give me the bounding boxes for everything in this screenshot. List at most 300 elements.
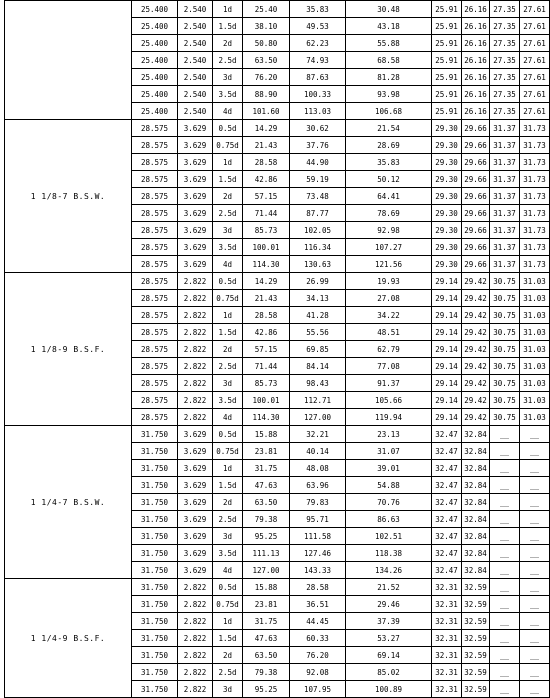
pitch-cell: 3.629: [178, 562, 213, 579]
max-diameter-b-cell: 31.03: [520, 290, 550, 307]
pitch-cell: 2.822: [178, 596, 213, 613]
length-factor-cell: 1.5d: [213, 324, 243, 341]
min-diameter-a-cell: 29.14: [432, 392, 462, 409]
min-diameter-b-cell: __: [490, 664, 520, 681]
max-diameter-a-cell: 29.42: [462, 341, 490, 358]
min-diameter-b-cell: 31.37: [490, 256, 520, 273]
pitch-cell: 2.540: [178, 103, 213, 120]
min-diameter-a-cell: 29.14: [432, 324, 462, 341]
thread-length-cell: 91.37: [346, 375, 432, 392]
length-factor-cell: 3.5d: [213, 239, 243, 256]
length-cell: 88.90: [243, 86, 290, 103]
thread-length-cell: 86.63: [346, 511, 432, 528]
total-length-cell: 87.77: [290, 205, 346, 222]
thread-length-cell: 37.39: [346, 613, 432, 630]
pitch-cell: 3.629: [178, 137, 213, 154]
total-length-cell: 107.95: [290, 681, 346, 698]
length-cell: 127.00: [243, 562, 290, 579]
length-factor-cell: 0.75d: [213, 290, 243, 307]
length-factor-cell: 3d: [213, 222, 243, 239]
pitch-cell: 3.629: [178, 545, 213, 562]
total-length-cell: 44.45: [290, 613, 346, 630]
thread-length-cell: 68.58: [346, 52, 432, 69]
length-cell: 23.81: [243, 596, 290, 613]
min-diameter-b-cell: 30.75: [490, 392, 520, 409]
length-factor-cell: 1.5d: [213, 18, 243, 35]
min-diameter-b-cell: 30.75: [490, 324, 520, 341]
max-diameter-a-cell: 26.16: [462, 1, 490, 18]
thread-length-cell: 53.27: [346, 630, 432, 647]
length-cell: 28.58: [243, 154, 290, 171]
total-length-cell: 112.71: [290, 392, 346, 409]
major-diameter-cell: 28.575: [132, 375, 178, 392]
min-diameter-a-cell: 32.47: [432, 460, 462, 477]
major-diameter-cell: 31.750: [132, 477, 178, 494]
min-diameter-b-cell: __: [490, 545, 520, 562]
length-factor-cell: 1d: [213, 307, 243, 324]
max-diameter-b-cell: __: [520, 443, 550, 460]
max-diameter-b-cell: __: [520, 494, 550, 511]
length-cell: 23.81: [243, 443, 290, 460]
max-diameter-a-cell: 29.66: [462, 171, 490, 188]
thread-designation: 1 1/4-7 B.S.W.: [5, 426, 132, 579]
total-length-cell: 41.28: [290, 307, 346, 324]
pitch-cell: 2.822: [178, 681, 213, 698]
major-diameter-cell: 31.750: [132, 613, 178, 630]
min-diameter-a-cell: 25.91: [432, 1, 462, 18]
length-factor-cell: 1.5d: [213, 630, 243, 647]
total-length-cell: 28.58: [290, 579, 346, 596]
max-diameter-b-cell: __: [520, 426, 550, 443]
max-diameter-a-cell: 32.84: [462, 511, 490, 528]
pitch-cell: 2.540: [178, 1, 213, 18]
max-diameter-a-cell: 32.59: [462, 664, 490, 681]
min-diameter-a-cell: 32.47: [432, 511, 462, 528]
max-diameter-a-cell: 26.16: [462, 18, 490, 35]
min-diameter-a-cell: 29.14: [432, 358, 462, 375]
thread-designation: [5, 1, 132, 120]
max-diameter-b-cell: __: [520, 579, 550, 596]
max-diameter-b-cell: 27.61: [520, 18, 550, 35]
thread-length-cell: 70.76: [346, 494, 432, 511]
min-diameter-a-cell: 29.30: [432, 239, 462, 256]
min-diameter-b-cell: __: [490, 630, 520, 647]
length-factor-cell: 2.5d: [213, 205, 243, 222]
length-cell: 14.29: [243, 120, 290, 137]
min-diameter-a-cell: 29.14: [432, 409, 462, 426]
thread-length-cell: 64.41: [346, 188, 432, 205]
max-diameter-b-cell: 31.73: [520, 171, 550, 188]
min-diameter-a-cell: 29.30: [432, 222, 462, 239]
total-length-cell: 113.03: [290, 103, 346, 120]
max-diameter-b-cell: 31.73: [520, 120, 550, 137]
min-diameter-b-cell: 31.37: [490, 154, 520, 171]
max-diameter-a-cell: 29.66: [462, 154, 490, 171]
min-diameter-a-cell: 29.14: [432, 307, 462, 324]
min-diameter-b-cell: 27.35: [490, 35, 520, 52]
thread-length-cell: 69.14: [346, 647, 432, 664]
major-diameter-cell: 31.750: [132, 460, 178, 477]
length-cell: 57.15: [243, 341, 290, 358]
total-length-cell: 73.48: [290, 188, 346, 205]
max-diameter-b-cell: __: [520, 664, 550, 681]
min-diameter-b-cell: __: [490, 562, 520, 579]
thread-designation: 1 1/4-9 B.S.F.: [5, 579, 132, 698]
min-diameter-a-cell: 29.30: [432, 171, 462, 188]
major-diameter-cell: 28.575: [132, 392, 178, 409]
min-diameter-b-cell: 27.35: [490, 52, 520, 69]
length-cell: 38.10: [243, 18, 290, 35]
pitch-cell: 2.822: [178, 290, 213, 307]
major-diameter-cell: 31.750: [132, 511, 178, 528]
length-factor-cell: 2.5d: [213, 358, 243, 375]
min-diameter-b-cell: 30.75: [490, 290, 520, 307]
length-cell: 114.30: [243, 409, 290, 426]
total-length-cell: 127.00: [290, 409, 346, 426]
min-diameter-b-cell: 30.75: [490, 358, 520, 375]
min-diameter-b-cell: __: [490, 460, 520, 477]
min-diameter-a-cell: 29.30: [432, 154, 462, 171]
pitch-cell: 2.822: [178, 409, 213, 426]
min-diameter-a-cell: 29.30: [432, 120, 462, 137]
thread-length-cell: 106.68: [346, 103, 432, 120]
total-length-cell: 76.20: [290, 647, 346, 664]
thread-length-cell: 23.13: [346, 426, 432, 443]
length-factor-cell: 2d: [213, 35, 243, 52]
major-diameter-cell: 28.575: [132, 137, 178, 154]
length-factor-cell: 1.5d: [213, 477, 243, 494]
length-cell: 100.01: [243, 392, 290, 409]
max-diameter-b-cell: 31.03: [520, 392, 550, 409]
min-diameter-b-cell: 30.75: [490, 409, 520, 426]
max-diameter-b-cell: __: [520, 562, 550, 579]
table-row: [5, 273, 550, 290]
length-factor-cell: 2.5d: [213, 664, 243, 681]
max-diameter-b-cell: 27.61: [520, 52, 550, 69]
pitch-cell: 2.822: [178, 647, 213, 664]
length-cell: 57.15: [243, 188, 290, 205]
max-diameter-b-cell: 27.61: [520, 35, 550, 52]
thread-length-cell: 62.79: [346, 341, 432, 358]
min-diameter-b-cell: 27.35: [490, 69, 520, 86]
max-diameter-a-cell: 29.66: [462, 137, 490, 154]
min-diameter-a-cell: 25.91: [432, 18, 462, 35]
thread-length-cell: 50.12: [346, 171, 432, 188]
total-length-cell: 60.33: [290, 630, 346, 647]
max-diameter-a-cell: 29.66: [462, 205, 490, 222]
total-length-cell: 74.93: [290, 52, 346, 69]
major-diameter-cell: 31.750: [132, 647, 178, 664]
major-diameter-cell: 28.575: [132, 290, 178, 307]
total-length-cell: 130.63: [290, 256, 346, 273]
min-diameter-a-cell: 29.30: [432, 137, 462, 154]
max-diameter-b-cell: 27.61: [520, 86, 550, 103]
max-diameter-b-cell: __: [520, 528, 550, 545]
total-length-cell: 79.83: [290, 494, 346, 511]
major-diameter-cell: 28.575: [132, 120, 178, 137]
length-cell: 14.29: [243, 273, 290, 290]
major-diameter-cell: 31.750: [132, 426, 178, 443]
major-diameter-cell: 25.400: [132, 18, 178, 35]
min-diameter-a-cell: 32.47: [432, 528, 462, 545]
length-cell: 15.88: [243, 579, 290, 596]
min-diameter-a-cell: 29.30: [432, 256, 462, 273]
min-diameter-a-cell: 29.14: [432, 341, 462, 358]
length-cell: 101.60: [243, 103, 290, 120]
total-length-cell: 116.34: [290, 239, 346, 256]
length-cell: 21.43: [243, 290, 290, 307]
total-length-cell: 63.96: [290, 477, 346, 494]
max-diameter-a-cell: 29.42: [462, 273, 490, 290]
pitch-cell: 3.629: [178, 460, 213, 477]
max-diameter-b-cell: 27.61: [520, 69, 550, 86]
min-diameter-a-cell: 32.47: [432, 545, 462, 562]
thread-length-cell: 21.52: [346, 579, 432, 596]
length-factor-cell: 3d: [213, 681, 243, 698]
major-diameter-cell: 31.750: [132, 528, 178, 545]
major-diameter-cell: 28.575: [132, 205, 178, 222]
table-body: [5, 1, 550, 698]
major-diameter-cell: 28.575: [132, 256, 178, 273]
total-length-cell: 127.46: [290, 545, 346, 562]
max-diameter-a-cell: 29.66: [462, 120, 490, 137]
min-diameter-a-cell: 32.31: [432, 613, 462, 630]
thread-length-cell: 29.46: [346, 596, 432, 613]
max-diameter-a-cell: 32.59: [462, 579, 490, 596]
pitch-cell: 2.822: [178, 664, 213, 681]
max-diameter-a-cell: 32.84: [462, 528, 490, 545]
max-diameter-a-cell: 29.42: [462, 392, 490, 409]
thread-length-cell: 93.98: [346, 86, 432, 103]
total-length-cell: 44.90: [290, 154, 346, 171]
pitch-cell: 2.540: [178, 69, 213, 86]
total-length-cell: 62.23: [290, 35, 346, 52]
length-cell: 63.50: [243, 494, 290, 511]
pitch-cell: 2.822: [178, 324, 213, 341]
major-diameter-cell: 25.400: [132, 35, 178, 52]
length-factor-cell: 1.5d: [213, 171, 243, 188]
min-diameter-b-cell: 27.35: [490, 103, 520, 120]
max-diameter-a-cell: 32.59: [462, 681, 490, 698]
thread-length-cell: 43.18: [346, 18, 432, 35]
min-diameter-a-cell: 25.91: [432, 35, 462, 52]
major-diameter-cell: 28.575: [132, 239, 178, 256]
major-diameter-cell: 25.400: [132, 1, 178, 18]
thread-length-cell: 34.22: [346, 307, 432, 324]
thread-length-cell: 100.89: [346, 681, 432, 698]
min-diameter-a-cell: 29.30: [432, 188, 462, 205]
length-cell: 71.44: [243, 205, 290, 222]
thread-spec-table: [4, 0, 550, 698]
thread-length-cell: 102.51: [346, 528, 432, 545]
max-diameter-a-cell: 32.84: [462, 494, 490, 511]
pitch-cell: 3.629: [178, 256, 213, 273]
length-factor-cell: 0.5d: [213, 426, 243, 443]
max-diameter-b-cell: __: [520, 613, 550, 630]
pitch-cell: 3.629: [178, 426, 213, 443]
total-length-cell: 102.05: [290, 222, 346, 239]
thread-length-cell: 81.28: [346, 69, 432, 86]
max-diameter-a-cell: 32.59: [462, 613, 490, 630]
major-diameter-cell: 28.575: [132, 324, 178, 341]
max-diameter-b-cell: 31.73: [520, 188, 550, 205]
min-diameter-a-cell: 29.14: [432, 375, 462, 392]
thread-length-cell: 30.48: [346, 1, 432, 18]
total-length-cell: 48.08: [290, 460, 346, 477]
length-cell: 21.43: [243, 137, 290, 154]
max-diameter-b-cell: 27.61: [520, 1, 550, 18]
pitch-cell: 3.629: [178, 171, 213, 188]
min-diameter-b-cell: 30.75: [490, 341, 520, 358]
major-diameter-cell: 31.750: [132, 664, 178, 681]
max-diameter-a-cell: 29.42: [462, 375, 490, 392]
min-diameter-b-cell: 30.75: [490, 307, 520, 324]
total-length-cell: 92.08: [290, 664, 346, 681]
total-length-cell: 34.13: [290, 290, 346, 307]
length-cell: 31.75: [243, 460, 290, 477]
pitch-cell: 2.822: [178, 358, 213, 375]
min-diameter-b-cell: __: [490, 511, 520, 528]
max-diameter-a-cell: 26.16: [462, 103, 490, 120]
max-diameter-a-cell: 32.84: [462, 460, 490, 477]
max-diameter-a-cell: 32.84: [462, 545, 490, 562]
pitch-cell: 2.822: [178, 273, 213, 290]
length-factor-cell: 2d: [213, 341, 243, 358]
thread-length-cell: 92.98: [346, 222, 432, 239]
length-cell: 85.73: [243, 375, 290, 392]
major-diameter-cell: 28.575: [132, 358, 178, 375]
total-length-cell: 84.14: [290, 358, 346, 375]
max-diameter-b-cell: __: [520, 647, 550, 664]
thread-length-cell: 119.94: [346, 409, 432, 426]
max-diameter-b-cell: 31.03: [520, 324, 550, 341]
min-diameter-a-cell: 25.91: [432, 86, 462, 103]
length-cell: 63.50: [243, 52, 290, 69]
thread-length-cell: 39.01: [346, 460, 432, 477]
table-row: [5, 579, 550, 596]
min-diameter-b-cell: 27.35: [490, 1, 520, 18]
min-diameter-b-cell: 31.37: [490, 239, 520, 256]
max-diameter-b-cell: 31.73: [520, 205, 550, 222]
max-diameter-a-cell: 26.16: [462, 35, 490, 52]
pitch-cell: 2.822: [178, 579, 213, 596]
total-length-cell: 49.53: [290, 18, 346, 35]
max-diameter-b-cell: 31.03: [520, 273, 550, 290]
max-diameter-a-cell: 29.66: [462, 256, 490, 273]
total-length-cell: 59.19: [290, 171, 346, 188]
thread-length-cell: 55.88: [346, 35, 432, 52]
length-factor-cell: 3.5d: [213, 392, 243, 409]
min-diameter-a-cell: 32.31: [432, 681, 462, 698]
thread-designation: 1 1/8-9 B.S.F.: [5, 273, 132, 426]
major-diameter-cell: 28.575: [132, 222, 178, 239]
pitch-cell: 2.822: [178, 341, 213, 358]
max-diameter-b-cell: 31.73: [520, 256, 550, 273]
min-diameter-b-cell: __: [490, 443, 520, 460]
length-factor-cell: 4d: [213, 562, 243, 579]
major-diameter-cell: 31.750: [132, 630, 178, 647]
thread-length-cell: 121.56: [346, 256, 432, 273]
thread-length-cell: 77.08: [346, 358, 432, 375]
thread-length-cell: 28.69: [346, 137, 432, 154]
major-diameter-cell: 31.750: [132, 579, 178, 596]
length-cell: 95.25: [243, 681, 290, 698]
max-diameter-a-cell: 32.59: [462, 596, 490, 613]
length-cell: 42.86: [243, 171, 290, 188]
length-factor-cell: 2d: [213, 494, 243, 511]
max-diameter-b-cell: 31.73: [520, 239, 550, 256]
max-diameter-b-cell: __: [520, 545, 550, 562]
table-row: [5, 426, 550, 443]
min-diameter-a-cell: 32.31: [432, 664, 462, 681]
min-diameter-b-cell: __: [490, 579, 520, 596]
total-length-cell: 32.21: [290, 426, 346, 443]
min-diameter-b-cell: 31.37: [490, 171, 520, 188]
max-diameter-b-cell: 31.73: [520, 137, 550, 154]
max-diameter-b-cell: __: [520, 477, 550, 494]
max-diameter-a-cell: 32.84: [462, 562, 490, 579]
min-diameter-b-cell: 30.75: [490, 375, 520, 392]
pitch-cell: 3.629: [178, 477, 213, 494]
max-diameter-b-cell: __: [520, 681, 550, 698]
min-diameter-b-cell: __: [490, 494, 520, 511]
major-diameter-cell: 28.575: [132, 154, 178, 171]
major-diameter-cell: 28.575: [132, 188, 178, 205]
pitch-cell: 2.822: [178, 375, 213, 392]
length-cell: 31.75: [243, 613, 290, 630]
total-length-cell: 26.99: [290, 273, 346, 290]
thread-length-cell: 31.07: [346, 443, 432, 460]
length-cell: 79.38: [243, 511, 290, 528]
major-diameter-cell: 31.750: [132, 443, 178, 460]
length-cell: 42.86: [243, 324, 290, 341]
min-diameter-a-cell: 32.47: [432, 443, 462, 460]
length-factor-cell: 3.5d: [213, 86, 243, 103]
thread-length-cell: 35.83: [346, 154, 432, 171]
length-factor-cell: 1d: [213, 154, 243, 171]
pitch-cell: 2.822: [178, 630, 213, 647]
max-diameter-a-cell: 26.16: [462, 52, 490, 69]
major-diameter-cell: 31.750: [132, 681, 178, 698]
pitch-cell: 3.629: [178, 239, 213, 256]
pitch-cell: 3.629: [178, 511, 213, 528]
max-diameter-a-cell: 26.16: [462, 86, 490, 103]
length-factor-cell: 0.75d: [213, 443, 243, 460]
max-diameter-b-cell: 31.03: [520, 375, 550, 392]
min-diameter-b-cell: 27.35: [490, 18, 520, 35]
max-diameter-a-cell: 29.42: [462, 290, 490, 307]
thread-length-cell: 107.27: [346, 239, 432, 256]
length-cell: 25.40: [243, 1, 290, 18]
total-length-cell: 87.63: [290, 69, 346, 86]
min-diameter-b-cell: __: [490, 681, 520, 698]
length-cell: 76.20: [243, 69, 290, 86]
min-diameter-b-cell: __: [490, 613, 520, 630]
pitch-cell: 2.540: [178, 86, 213, 103]
table-row: [5, 1, 550, 18]
major-diameter-cell: 25.400: [132, 69, 178, 86]
max-diameter-b-cell: 31.73: [520, 154, 550, 171]
pitch-cell: 3.629: [178, 205, 213, 222]
length-cell: 47.63: [243, 630, 290, 647]
thread-length-cell: 134.26: [346, 562, 432, 579]
length-factor-cell: 2d: [213, 188, 243, 205]
total-length-cell: 100.33: [290, 86, 346, 103]
max-diameter-b-cell: 31.03: [520, 409, 550, 426]
max-diameter-a-cell: 29.66: [462, 222, 490, 239]
max-diameter-a-cell: 29.42: [462, 324, 490, 341]
major-diameter-cell: 25.400: [132, 103, 178, 120]
